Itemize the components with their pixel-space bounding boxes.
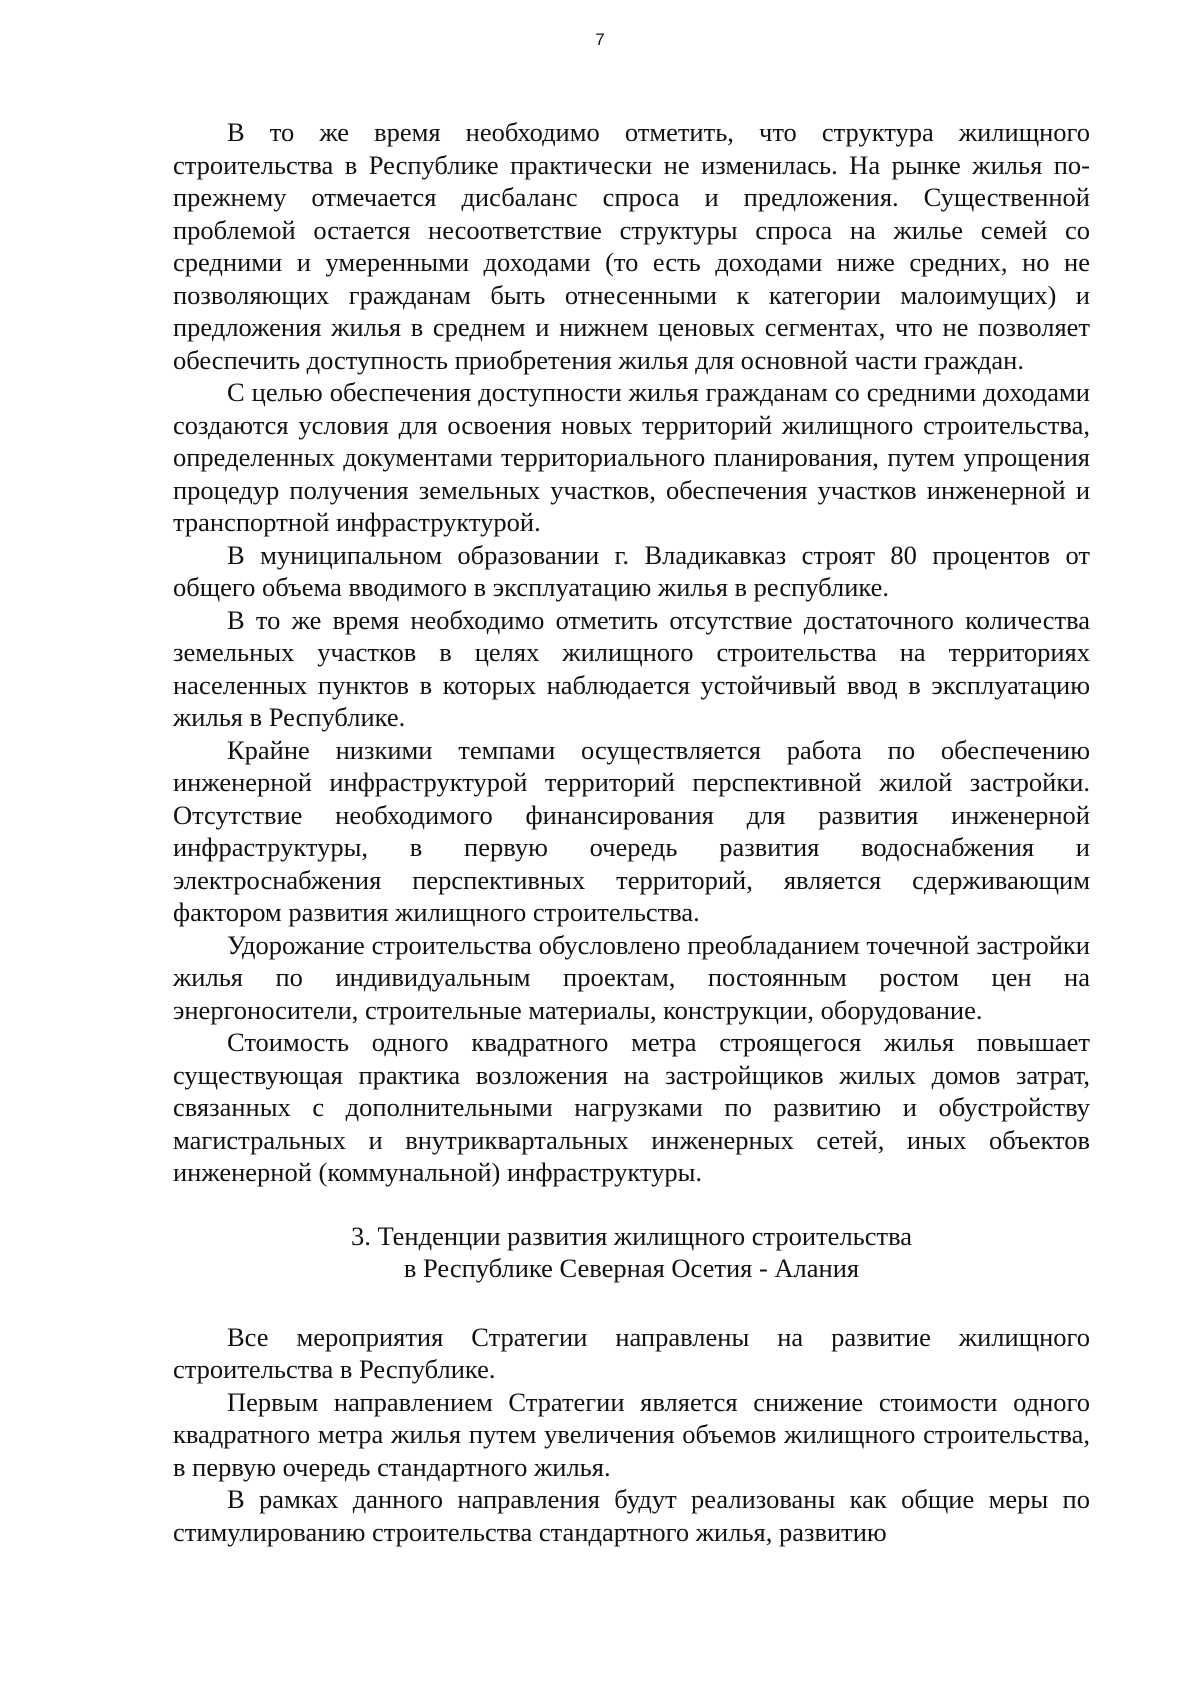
paragraph-general-measures: В рамках данного направления будут реализованы как общие меры по стимулированию строительства стандартного жилья, развитию <box>173 1484 1090 1547</box>
page-number: 7 <box>595 30 605 49</box>
paragraph-square-meter-cost: Стоимость одного квадратного метра строящегося жилья повышает существующая практика возложения на застройщиков жилых домов затрат, связанных с дополнительными нагрузками по развитию и обустройству магистральных и внутриквартальных инженерных сетей, иных объектов инженерной (коммунальной) инфраструктуры. <box>173 1027 1090 1187</box>
section-heading-line-2: в Республике Северная Осетия - Алания <box>403 1253 860 1283</box>
paragraph-vladikavkaz-share: В муниципальном образовании г. Владикавказ строят 80 процентов от общего объема вводимого в эксплуатацию жилья в республике. <box>173 539 1090 602</box>
section-heading <box>173 1220 1090 1285</box>
paragraph-first-direction: Первым направлением Стратегии является снижение стоимости одного квадратного метра жилья путем увеличения объемов жилищного строительства, в первую очередь стандартного жилья. <box>173 1386 1090 1482</box>
paragraph-cost-increase: Удорожание строительства обусловлено преобладанием точечной застройки жилья по индивидуальным проектам, постоянным ростом цен на энергоносители, строительные материалы, конструкции, оборудование. <box>173 929 1090 1025</box>
paragraph-land-shortage: В то же время необходимо отметить отсутствие достаточного количества земельных участков в целях жилищного строительства на территориях населенных пунктов в которых наблюдается устойчивый ввод в эксплуатацию жилья в Республике. <box>173 604 1090 732</box>
section-heading-line-1: 3. Тенденции развития жилищного строительства <box>350 1220 913 1251</box>
document-body <box>173 116 1090 1548</box>
paragraph-strategy-measures: Все мероприятия Стратегии направлены на развитие жилищного строительства в Республике. <box>173 1321 1090 1384</box>
paragraph-housing-affordability: С целью обеспечения доступности жилья гражданам со средними доходами создаются условия для освоения новых территорий жилищного строительства, определенных документами территориального планирования, путем упрощения процедур получения земельных участков, обеспечения участков инженерной и транспортной инфраструктурой. <box>173 377 1090 537</box>
paragraph-housing-structure: В то же время необходимо отметить, что структура жилищного строительства в Республике практически не изменилась. На рынке жилья по-прежнему отмечается дисбаланс спроса и предложения. Существенной проблемой остается несоответствие структуры спроса на жилье семей со средними и умеренными доходами (то есть доходами ниже средних, но не позволяющих гражданам быть отнесенными к категории малоимущих) и предложения жилья в среднем и нижнем ценовых сегментах, что не позволяет обеспечить доступность приобретения жилья для основной части граждан. <box>173 117 1090 375</box>
paragraph-infrastructure: Крайне низкими темпами осуществляется работа по обеспечению инженерной инфраструктурой территорий перспективной жилой застройки. Отсутствие необходимого финансирования для развития инженерной инфраструктуры, в первую очередь развития водоснабжения и электроснабжения перспективных территорий, является сдерживающим фактором развития жилищного строительства. <box>173 734 1090 927</box>
